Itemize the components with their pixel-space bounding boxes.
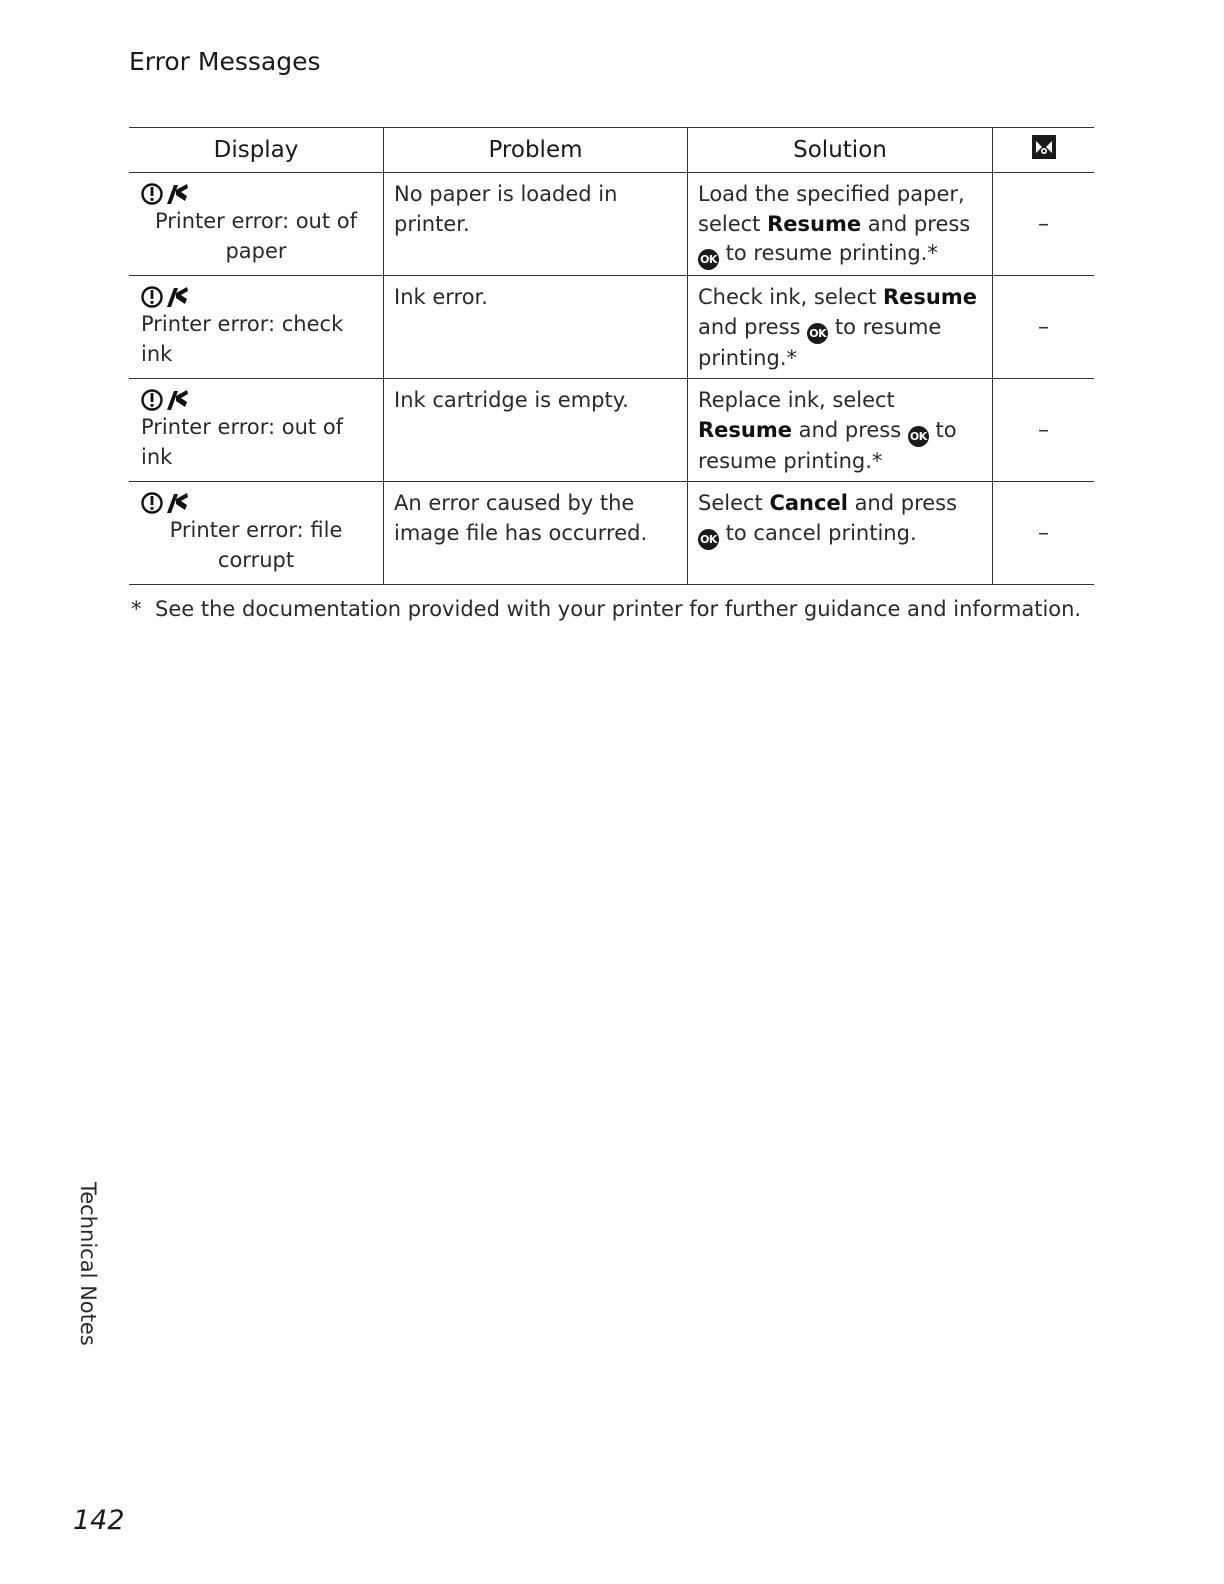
display-label: Printer error: out of paper bbox=[154, 209, 358, 263]
display-cell bbox=[129, 276, 384, 379]
display-cell bbox=[129, 379, 384, 482]
ok-button-icon: OK bbox=[698, 249, 719, 270]
footnote bbox=[131, 597, 1131, 621]
display-label: Printer error: check ink bbox=[141, 312, 344, 366]
reference-cell: – bbox=[993, 173, 1095, 276]
page-number: 142 bbox=[73, 1505, 125, 1536]
reference-cell: – bbox=[993, 379, 1095, 482]
solution-text: Load the specified paper, select Resume and press OK to resume printing.* bbox=[688, 173, 992, 270]
problem-cell bbox=[384, 173, 688, 276]
display-cell bbox=[129, 173, 384, 276]
reference-cell: – bbox=[993, 276, 1095, 379]
display-cell bbox=[129, 482, 384, 585]
error-messages-table bbox=[129, 127, 1094, 585]
solution-cell bbox=[688, 173, 993, 276]
header-display: Display bbox=[129, 128, 384, 173]
ok-button-icon: OK bbox=[807, 323, 828, 344]
problem-text: Ink error. bbox=[394, 285, 488, 309]
display-label: Printer error: out of ink bbox=[141, 415, 344, 469]
table-row bbox=[129, 379, 1094, 482]
section-side-label: Technical Notes bbox=[76, 1182, 100, 1346]
table-header-row bbox=[129, 128, 1094, 173]
solution-text: Check ink, select Resume and press OK to resume printing.* bbox=[698, 285, 978, 370]
problem-cell bbox=[384, 482, 688, 585]
solution-cell bbox=[688, 482, 993, 585]
ok-button-icon: OK bbox=[698, 529, 719, 550]
header-problem: Problem bbox=[384, 128, 688, 173]
header-solution: Solution bbox=[688, 128, 993, 173]
printer-error-icon bbox=[129, 173, 383, 207]
table-row bbox=[129, 173, 1094, 276]
footnote-mark: * bbox=[131, 597, 142, 621]
display-label: Printer error: file corrupt bbox=[169, 518, 343, 572]
problem-text: Ink cartridge is empty. bbox=[394, 388, 629, 412]
footnote-text: See the documentation provided with your printer for further guidance and information. bbox=[155, 597, 1082, 621]
page-title: Error Messages bbox=[129, 47, 321, 76]
printer-error-icon bbox=[129, 276, 383, 310]
problem-cell bbox=[384, 276, 688, 379]
printer-error-icon bbox=[129, 482, 383, 516]
solution-cell bbox=[688, 276, 993, 379]
problem-text: No paper is loaded in printer. bbox=[394, 182, 618, 236]
solution-text: Select Cancel and press OK to cancel printing. bbox=[688, 482, 992, 550]
table-row bbox=[129, 482, 1094, 585]
solution-cell bbox=[688, 379, 993, 482]
solution-text: Replace ink, select Resume and press OK to resume printing.* bbox=[698, 388, 957, 473]
ok-button-icon: OK bbox=[908, 426, 929, 447]
problem-text: An error caused by the image file has occurred. bbox=[394, 491, 648, 545]
reference-cell: – bbox=[993, 482, 1095, 585]
problem-cell bbox=[384, 379, 688, 482]
page-reference-icon bbox=[1031, 134, 1057, 166]
table-row bbox=[129, 276, 1094, 379]
header-reference bbox=[993, 128, 1095, 173]
printer-error-icon bbox=[129, 379, 383, 413]
